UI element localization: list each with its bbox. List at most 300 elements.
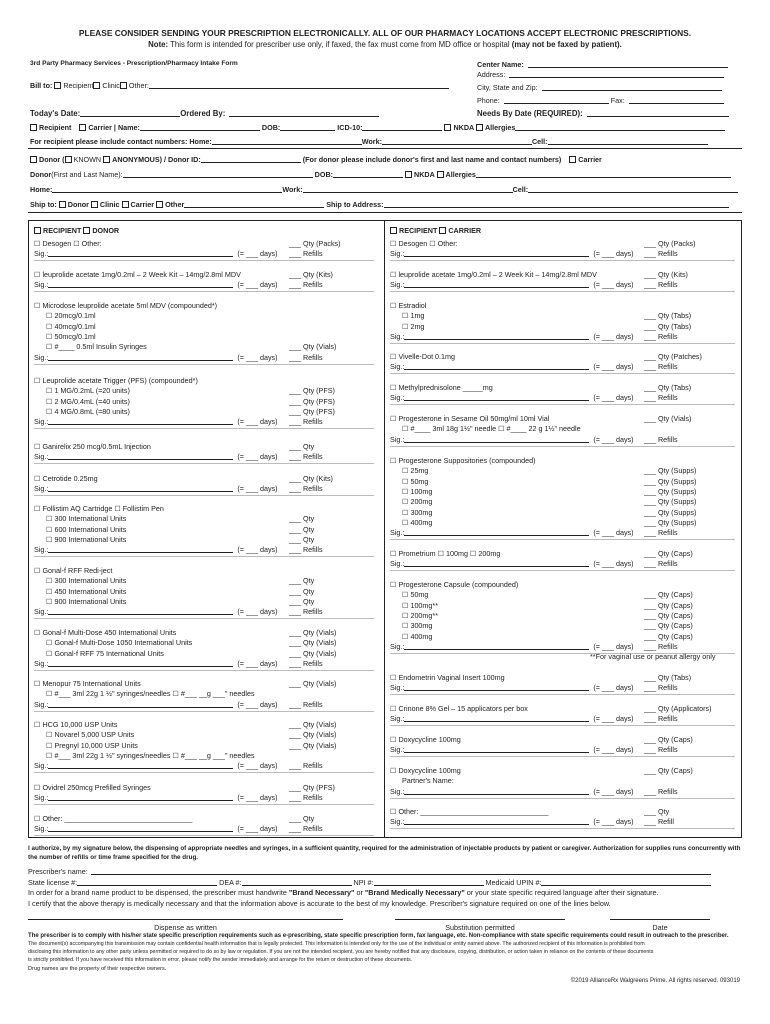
separator xyxy=(34,364,374,365)
left-item-2-line-2[interactable]: ☐ 40mcg/0.1ml xyxy=(46,321,96,331)
separator xyxy=(390,373,735,374)
sig-label: Sig.: xyxy=(390,786,405,796)
right-item-3-sig[interactable] xyxy=(390,363,634,370)
left-item-8-sig[interactable] xyxy=(34,660,278,667)
right-item-8-qty-1[interactable]: ___ Qty (Caps) xyxy=(644,590,693,600)
prescriber-name-field[interactable]: Prescriber's name: xyxy=(28,868,711,875)
home-row[interactable]: Home: Work: Cell: xyxy=(30,186,738,193)
sig-label: Sig.: xyxy=(390,641,405,651)
separator xyxy=(34,804,374,805)
right-item-6-line-4[interactable]: ☐ 200mg xyxy=(402,497,433,507)
left-item-9-line-0[interactable]: ☐ Menopur 75 International Units xyxy=(34,679,141,688)
left-recipient-checkbox[interactable] xyxy=(34,227,41,234)
sig-label: Sig.: xyxy=(34,452,49,462)
days-label: (= ___ days) xyxy=(593,745,634,755)
left-item-7-line-1[interactable]: ☐ 300 International Units xyxy=(46,576,127,586)
right-item-2-sig[interactable] xyxy=(390,333,634,340)
separator xyxy=(34,428,374,429)
note-bold: (may not be faxed by patient). xyxy=(511,40,622,49)
right-item-6-qty-6[interactable]: ___ Qty (Supps) xyxy=(644,517,697,527)
separator xyxy=(390,446,735,447)
left-item-6-qty-2[interactable]: ___ Qty xyxy=(289,524,315,534)
vaginal-note: **For vaginal use or peanut allergy only xyxy=(590,652,716,661)
right-item-5-qty-0[interactable]: ___ Qty (Vials) xyxy=(644,414,692,423)
left-item-8-line-0[interactable]: ☐ Gonal-f Multi-Dose 450 International Units xyxy=(34,628,177,637)
days-label: (= ___ days) xyxy=(237,417,278,427)
left-item-6-refills[interactable]: ___ Refills xyxy=(289,545,323,555)
header-line: PLEASE CONSIDER SENDING YOUR PRESCRIPTION ELECTRONICALLY. ALL OF OUR PHARMACY LOCATIONS ACCEPT ELECTRONIC PRESCRIPTIONS. xyxy=(78,28,692,38)
right-item-8-refills[interactable]: ___ Refills xyxy=(644,641,678,651)
right-item-0-line-0[interactable]: ☐ Desogen ☐ Other: xyxy=(390,239,458,248)
certify-text: I certify that the above therapy is medically necessary and that the information above is accurate to the best of my knowledge. Prescriber's signature required on one of the lines below. xyxy=(28,899,611,908)
donor-checkbox[interactable] xyxy=(30,156,37,163)
days-label: (= ___ days) xyxy=(237,699,278,709)
sig-label: Sig.: xyxy=(34,249,49,259)
left-item-2-line-4[interactable]: ☐ #____ 0.5ml Insulin Syringes xyxy=(46,342,147,352)
left-item-7-line-2[interactable]: ☐ 450 International Units xyxy=(46,586,127,596)
bill-to: Bill to: Recipient Clinic Other: xyxy=(30,82,449,89)
right-carrier-checkbox[interactable] xyxy=(439,227,446,234)
right-item-8-line-2[interactable]: ☐ 100mg** xyxy=(402,600,439,610)
left-item-10-qty-2[interactable]: ___ Qty (Vials) xyxy=(289,740,337,750)
left-item-5-refills[interactable]: ___ Refills xyxy=(289,484,323,494)
right-item-6-qty-4[interactable]: ___ Qty (Supps) xyxy=(644,497,697,507)
right-item-12-line-1[interactable]: Partner's Name: xyxy=(402,776,454,786)
right-item-9-sig[interactable] xyxy=(390,684,634,691)
right-item-6-line-6[interactable]: ☐ 400mg xyxy=(402,517,433,527)
separator xyxy=(390,570,735,571)
ship-donor-checkbox[interactable] xyxy=(59,201,66,208)
date-label: Date xyxy=(652,923,668,932)
left-item-6-qty-3[interactable]: ___ Qty xyxy=(289,534,315,544)
left-item-10-line-3[interactable]: ☐ #___ 3ml 22g 1 ½" syringes/needles ☐ #___ __g ___" needles xyxy=(46,750,255,760)
days-label: (= ___ days) xyxy=(593,362,634,372)
right-item-2-line-0[interactable]: ☐ Estradiol xyxy=(390,301,427,310)
known-checkbox[interactable] xyxy=(65,156,72,163)
days-label: (= ___ days) xyxy=(237,658,278,668)
left-item-2-sig[interactable] xyxy=(34,354,278,361)
recipient-checkbox[interactable] xyxy=(30,124,37,131)
substitution-label: Substitution permitted xyxy=(445,923,515,932)
anonymous-checkbox[interactable] xyxy=(103,156,110,163)
left-item-8-qty-2[interactable]: ___ Qty (Vials) xyxy=(289,648,337,658)
sig-label: Sig.: xyxy=(390,249,405,259)
left-item-7-qty-1[interactable]: ___ Qty xyxy=(289,576,315,586)
left-item-12-qty-0[interactable]: ___ Qty xyxy=(289,814,315,823)
sig-label: Sig.: xyxy=(34,417,49,427)
right-item-4-line-0[interactable]: ☐ Methylprednisolone _____mg xyxy=(390,383,493,392)
days-label: (= ___ days) xyxy=(237,824,278,834)
left-item-12-refills[interactable]: ___ Refills xyxy=(289,824,323,834)
separator xyxy=(390,539,735,540)
sig-label: Sig.: xyxy=(34,793,49,803)
left-item-7-line-3[interactable]: ☐ 900 International Units xyxy=(46,596,127,606)
right-item-1-sig[interactable] xyxy=(390,281,634,288)
note-text: This form is intended for prescriber use only, if faxed, the fax must come from MD office or hospital xyxy=(170,40,510,49)
sig-label: Sig.: xyxy=(34,658,49,668)
separator xyxy=(34,463,374,464)
todays-date-field[interactable]: Today's Date: Ordered By: xyxy=(30,110,379,118)
separator xyxy=(390,343,735,344)
left-item-7-line-0[interactable]: ☐ Gonal-f RFF Redi-ject xyxy=(34,566,113,575)
left-item-3-line-2[interactable]: ☐ 2 MG/0.4mL (=40 units) xyxy=(46,396,130,406)
carrier-checkbox[interactable] xyxy=(79,124,86,131)
contact-row[interactable]: For recipient please include contact numbers: Home: Work: Cell: xyxy=(30,138,708,145)
days-label: (= ___ days) xyxy=(593,786,634,796)
days-label: (= ___ days) xyxy=(237,249,278,259)
left-item-0-sig[interactable] xyxy=(34,250,278,257)
right-item-1-refills[interactable]: ___ Refills xyxy=(644,280,678,290)
left-item-9-refills[interactable]: ___ Refills xyxy=(289,699,323,709)
donor-nkda-checkbox[interactable] xyxy=(405,171,412,178)
signature-line-sub[interactable] xyxy=(395,919,565,920)
left-column-header: RECIPIENT DONOR xyxy=(34,227,119,234)
left-item-4-qty-0[interactable]: ___ Qty xyxy=(289,442,315,451)
left-item-3-line-1[interactable]: ☐ 1 MG/0.2mL (=20 units) xyxy=(46,386,130,396)
right-item-6-qty-2[interactable]: ___ Qty (Supps) xyxy=(644,476,697,486)
left-item-12-line-0[interactable]: ☐ Other: ________________________________ xyxy=(34,814,193,823)
left-item-9-sig[interactable] xyxy=(34,701,278,708)
ship-to-row: Ship to: Donor Clinic Carrier Other Ship to Address: xyxy=(30,201,729,208)
left-item-8-line-1[interactable]: ☐ Gonal-f Multi-Dose 1050 International Units xyxy=(46,638,193,648)
bill-other-checkbox[interactable] xyxy=(120,82,127,89)
right-item-4-qty-0[interactable]: ___ Qty (Tabs) xyxy=(644,383,692,392)
sig-label: Sig.: xyxy=(390,434,405,444)
right-item-7-refills[interactable]: ___ Refills xyxy=(644,559,678,569)
header-note xyxy=(0,41,770,49)
left-item-1-sig[interactable] xyxy=(34,281,278,288)
left-item-0-refills[interactable]: ___ Refills xyxy=(289,249,323,259)
sig-label: Sig.: xyxy=(390,393,405,403)
left-item-6-line-1[interactable]: ☐ 300 International Units xyxy=(46,514,127,524)
note-label: Note: xyxy=(148,40,169,49)
sig-label: Sig.: xyxy=(390,683,405,693)
right-item-5-line-0[interactable]: ☐ Progesterone in Sesame Oil 50mg/ml 10ml Vial xyxy=(390,414,550,423)
left-item-6-sig[interactable] xyxy=(34,546,278,553)
left-item-2-line-3[interactable]: ☐ 50mcg/0.1ml xyxy=(46,331,96,341)
address-field[interactable]: Address: xyxy=(477,71,724,78)
right-item-0-qty-0[interactable]: ___ Qty (Packs) xyxy=(644,239,696,248)
right-recipient-checkbox[interactable] xyxy=(390,227,397,234)
center-name-field[interactable]: Center Name: xyxy=(477,61,728,68)
left-item-5-line-0[interactable]: ☐ Cetrotide 0.25mg xyxy=(34,474,98,483)
left-item-3-line-3[interactable]: ☐ 4 MG/0.8mL (=80 units) xyxy=(46,406,130,416)
sig-label: Sig.: xyxy=(34,699,49,709)
right-item-13-refills[interactable]: ___ Refill xyxy=(644,817,674,827)
right-item-8-line-5[interactable]: ☐ 400mg xyxy=(402,631,433,641)
right-item-12-qty-0[interactable]: ___ Qty (Caps) xyxy=(644,766,693,775)
right-item-11-qty-0[interactable]: ___ Qty (Caps) xyxy=(644,735,693,744)
left-item-1-refills[interactable]: ___ Refills xyxy=(289,280,323,290)
left-item-6-line-2[interactable]: ☐ 600 International Units xyxy=(46,524,127,534)
days-label: (= ___ days) xyxy=(237,452,278,462)
days-label: (= ___ days) xyxy=(593,714,634,724)
left-item-8-qty-1[interactable]: ___ Qty (Vials) xyxy=(289,638,337,648)
sig-label: Sig.: xyxy=(34,352,49,362)
sig-label: Sig.: xyxy=(390,280,405,290)
separator xyxy=(34,495,374,496)
sig-label: Sig.: xyxy=(34,484,49,494)
left-item-7-qty-3[interactable]: ___ Qty xyxy=(289,596,315,606)
right-item-9-line-0[interactable]: ☐ Endometrin Vaginal Insert 100mg xyxy=(390,673,505,682)
sig-label: Sig.: xyxy=(390,559,405,569)
phone-field[interactable]: Phone: Fax: xyxy=(477,97,724,104)
right-item-0-sig[interactable] xyxy=(390,250,634,257)
form-title: 3rd Party Pharmacy Services - Prescription/Pharmacy Intake Form xyxy=(30,60,238,67)
right-item-6-sig[interactable] xyxy=(390,529,634,536)
right-item-12-line-0[interactable]: ☐ Doxycycline 100mg xyxy=(390,766,461,775)
days-label: (= ___ days) xyxy=(237,793,278,803)
right-item-11-sig[interactable] xyxy=(390,746,634,753)
separator xyxy=(34,670,374,671)
left-item-8-line-2[interactable]: ☐ Gonal-f RFF 75 International Units xyxy=(46,648,164,658)
right-item-6-line-5[interactable]: ☐ 300mg xyxy=(402,507,433,517)
days-label: (= ___ days) xyxy=(593,280,634,290)
left-item-7-qty-2[interactable]: ___ Qty xyxy=(289,586,315,596)
right-item-6-refills[interactable]: ___ Refills xyxy=(644,528,678,538)
right-item-8-qty-4[interactable]: ___ Qty (Caps) xyxy=(644,621,693,631)
donor-allergies-checkbox[interactable] xyxy=(437,171,444,178)
left-item-0-qty-0[interactable]: ___ Qty (Packs) xyxy=(289,239,341,248)
right-item-8-line-3[interactable]: ☐ 200mg** xyxy=(402,610,439,620)
days-label: (= ___ days) xyxy=(237,484,278,494)
left-item-3-sig[interactable] xyxy=(34,418,278,425)
right-item-5-line-1[interactable]: ☐ #____ 3ml 18g 1½" needle ☐ #____ 22 g 1½" needle xyxy=(402,424,581,434)
left-item-2-line-1[interactable]: ☐ 20mcg/0.1ml xyxy=(46,311,96,321)
right-item-13-qty-0[interactable]: ___ Qty xyxy=(644,807,670,816)
right-item-10-refills[interactable]: ___ Refills xyxy=(644,714,678,724)
separator xyxy=(390,260,735,261)
sig-label: Sig.: xyxy=(34,280,49,290)
right-item-8-qty-5[interactable]: ___ Qty (Caps) xyxy=(644,631,693,641)
right-item-6-line-1[interactable]: ☐ 25mg xyxy=(402,466,429,476)
days-label: (= ___ days) xyxy=(237,607,278,617)
compliance-text: The prescriber is to comply with his/her state specific prescription requirements such as e-prescribing, state specific prescription form, fax language, etc. Non-compliance with state specific requirements could result in outreach to the prescriber. xyxy=(28,933,729,939)
donor-name-row[interactable]: Donor(First and Last Name): DOB: NKDA Allergies xyxy=(30,171,731,178)
left-item-11-refills[interactable]: ___ Refills xyxy=(289,793,323,803)
left-item-5-qty-0[interactable]: ___ Qty (Kits) xyxy=(289,474,333,483)
bill-recipient-checkbox[interactable] xyxy=(54,82,61,89)
right-item-6-qty-3[interactable]: ___ Qty (Supps) xyxy=(644,486,697,496)
left-item-9-qty-0[interactable]: ___ Qty (Vials) xyxy=(289,679,337,688)
left-item-5-sig[interactable] xyxy=(34,485,278,492)
left-item-10-qty-1[interactable]: ___ Qty (Vials) xyxy=(289,730,337,740)
sig-label: Sig.: xyxy=(34,761,49,771)
left-item-11-line-0[interactable]: ☐ Ovidrel 250mcg Prefilled Syringes xyxy=(34,783,151,792)
days-label: (= ___ days) xyxy=(593,331,634,341)
right-item-2-line-1[interactable]: ☐ 1mg xyxy=(402,311,425,321)
left-item-2-line-0[interactable]: ☐ Microdose leuprolide acetate 5ml MDV (compounded*) xyxy=(34,301,218,310)
days-label: (= ___ days) xyxy=(593,249,634,259)
right-item-8-qty-3[interactable]: ___ Qty (Caps) xyxy=(644,610,693,620)
left-item-2-qty-4[interactable]: ___ Qty (Vials) xyxy=(289,342,337,352)
days-label: (= ___ days) xyxy=(237,352,278,362)
left-item-9-line-1[interactable]: ☐ #___ 3ml 22g 1 ½" syringes/needles ☐ #___ __g ___" needles xyxy=(46,689,255,699)
left-item-1-qty-0[interactable]: ___ Qty (Kits) xyxy=(289,270,333,279)
right-item-8-line-4[interactable]: ☐ 300mg xyxy=(402,621,433,631)
right-item-7-qty-0[interactable]: ___ Qty (Caps) xyxy=(644,549,693,558)
separator xyxy=(34,772,374,773)
right-item-10-sig[interactable] xyxy=(390,715,634,722)
allergies-checkbox[interactable] xyxy=(476,124,483,131)
recipient-row: Recipient Carrier | Name: DOB: ICD-10: NKDA Allergies xyxy=(30,124,725,131)
sig-label: Sig.: xyxy=(390,817,405,827)
nkda-checkbox[interactable] xyxy=(444,124,451,131)
right-item-10-line-0[interactable]: ☐ Crinone 8% Gel – 15 applicators per box xyxy=(390,704,528,713)
sig-label: Sig.: xyxy=(390,362,405,372)
separator xyxy=(390,291,735,292)
separator xyxy=(34,260,374,261)
left-item-11-qty-0[interactable]: ___ Qty (PFS) xyxy=(289,783,335,792)
right-item-3-qty-0[interactable]: ___ Qty (Patches) xyxy=(644,352,702,361)
days-label: (= ___ days) xyxy=(237,280,278,290)
right-item-13-line-0[interactable]: ☐ Other: ________________________________ xyxy=(390,807,549,816)
right-item-3-refills[interactable]: ___ Refills xyxy=(644,362,678,372)
ship-carrier-checkbox[interactable] xyxy=(122,201,129,208)
date-line[interactable] xyxy=(610,919,710,920)
left-item-6-qty-1[interactable]: ___ Qty xyxy=(289,514,315,524)
right-item-1-line-0[interactable]: ☐ leuprolide acetate 1mg/0.2ml – 2 Week Kit – 14mg/2.8ml MDV xyxy=(390,270,597,279)
right-item-6-line-3[interactable]: ☐ 100mg xyxy=(402,486,433,496)
sig-label: Sig.: xyxy=(390,714,405,724)
left-item-3-refills[interactable]: ___ Refills xyxy=(289,417,323,427)
left-item-10-refills[interactable]: ___ Refills xyxy=(289,761,323,771)
right-item-5-sig[interactable] xyxy=(390,436,634,443)
left-item-11-sig[interactable] xyxy=(34,794,278,801)
left-item-8-refills[interactable]: ___ Refills xyxy=(289,658,323,668)
left-item-3-qty-3[interactable]: ___ Qty (PFS) xyxy=(289,406,335,416)
separator xyxy=(390,756,735,757)
days-label: (= ___ days) xyxy=(593,559,634,569)
needs-by-field[interactable]: Needs By Date (REQUIRED): xyxy=(477,110,729,118)
right-item-4-refills[interactable]: ___ Refills xyxy=(644,393,678,403)
left-item-10-line-2[interactable]: ☐ Pregnyl 10,000 USP Units xyxy=(46,740,138,750)
separator xyxy=(390,404,735,405)
authorization-text: I authorize, by my signature below, the dispensing of appropriate needles and syringes, in a sufficient quantity, required for the administration of injectable products by patient or caregiver. Authorization for supplies runs concurrently with the number of refills or time frame specified for the drug. xyxy=(28,845,741,861)
separator xyxy=(34,556,374,557)
sig-label: Sig.: xyxy=(34,545,49,555)
right-item-8-line-0[interactable]: ☐ Progesterone Capsule (compounded) xyxy=(390,580,519,589)
left-item-10-sig[interactable] xyxy=(34,762,278,769)
left-item-4-sig[interactable] xyxy=(34,453,278,460)
days-label: (= ___ days) xyxy=(593,528,634,538)
donor-row: Donor ( KNOWN ANONYMOUS) / Donor ID: (For donor please include donor's first and last name and contact numbers) Carrier xyxy=(30,156,602,163)
right-item-6-qty-1[interactable]: ___ Qty (Supps) xyxy=(644,466,697,476)
sig-label: Sig.: xyxy=(34,824,49,834)
left-item-8-qty-0[interactable]: ___ Qty (Vials) xyxy=(289,628,337,637)
right-item-5-refills[interactable]: ___ Refills xyxy=(644,434,678,444)
left-donor-checkbox[interactable] xyxy=(83,227,90,234)
donor-carrier-checkbox[interactable] xyxy=(569,156,576,163)
left-item-3-line-0[interactable]: ☐ Leuprolide acetate Trigger (PFS) (compounded*) xyxy=(34,376,198,385)
separator xyxy=(34,835,374,836)
confidential-line-1: The document(s) accompanying this transmission may contain confidential health information that is legally protected. This information is intended only for the use of the individual or entity named above. The authorized recipient of this information is prohibited from xyxy=(28,941,645,947)
right-item-6-line-2[interactable]: ☐ 50mg xyxy=(402,476,429,486)
right-item-10-qty-0[interactable]: ___ Qty (Applicators) xyxy=(644,704,712,713)
right-item-0-refills[interactable]: ___ Refills xyxy=(644,249,678,259)
right-item-2-qty-1[interactable]: ___ Qty (Tabs) xyxy=(644,311,692,321)
right-item-8-sig[interactable] xyxy=(390,643,634,650)
days-label: (= ___ days) xyxy=(593,683,634,693)
right-item-2-line-2[interactable]: ☐ 2mg xyxy=(402,321,425,331)
right-item-6-line-0[interactable]: ☐ Progesterone Suppositories (compounded) xyxy=(390,456,536,465)
sig-label: Sig.: xyxy=(390,528,405,538)
left-item-4-refills[interactable]: ___ Refills xyxy=(289,452,323,462)
right-item-7-sig[interactable] xyxy=(390,560,634,567)
right-item-3-line-0[interactable]: ☐ Vivelle-Dot 0.1mg xyxy=(390,352,456,361)
days-label: (= ___ days) xyxy=(237,761,278,771)
separator xyxy=(34,618,374,619)
left-item-4-line-0[interactable]: ☐ Ganirelix 250 mcg/0.5mL Injection xyxy=(34,442,151,451)
bill-other-field[interactable] xyxy=(149,82,449,89)
days-label: (= ___ days) xyxy=(593,393,634,403)
right-item-9-qty-0[interactable]: ___ Qty (Tabs) xyxy=(644,673,692,682)
confidential-line-3: is strictly prohibited. If you have received this information in error, please notify the sender immediately and arrange for the return or destruction of these documents. xyxy=(28,957,413,963)
confidential-line-2: disclosing this information to any other party unless permitted or required to do so by law or regulation. If you are not the intended recipient, you are hereby notified that any disclosure, copying, distribution, or action taken in reliance on the contents of these documents xyxy=(28,949,654,955)
right-column-header: RECIPIENT CARRIER xyxy=(390,227,481,234)
left-item-6-line-0[interactable]: ☐ Follistim AQ Cartridge ☐ Follistim Pen xyxy=(34,504,164,513)
left-item-10-line-1[interactable]: ☐ Novarel 5,000 USP Units xyxy=(46,730,135,740)
left-item-0-line-0[interactable]: ☐ Desogen ☐ Other: xyxy=(34,239,102,248)
dispense-label: Dispense as written xyxy=(154,923,217,932)
left-item-7-refills[interactable]: ___ Refills xyxy=(289,607,323,617)
left-item-3-qty-1[interactable]: ___ Qty (PFS) xyxy=(289,386,335,396)
separator xyxy=(390,725,735,726)
signature-line-daw[interactable] xyxy=(28,919,343,920)
ship-other-checkbox[interactable] xyxy=(156,201,163,208)
right-item-11-line-0[interactable]: ☐ Doxycycline 100mg xyxy=(390,735,461,744)
copyright: ©2019 AllianceRx Walgreens Prime. All rights reserved. 093019 xyxy=(570,978,740,984)
left-item-12-sig[interactable] xyxy=(34,825,278,832)
right-item-9-refills[interactable]: ___ Refills xyxy=(644,683,678,693)
left-item-2-refills[interactable]: ___ Refills xyxy=(289,352,323,362)
separator xyxy=(34,291,374,292)
right-item-13-sig[interactable] xyxy=(390,818,634,825)
sig-label: Sig.: xyxy=(390,745,405,755)
brand-text: In order for a brand name product to be dispensed, the prescriber must handwrite "Brand Necessary" or "Brand Medically Necessary" or your state specific required language after their signature. xyxy=(28,888,659,897)
separator xyxy=(390,798,735,799)
trademark-text: Drug names are the property of their respective owners. xyxy=(28,966,167,972)
city-field[interactable]: City, State and Zip: xyxy=(477,84,722,91)
left-item-6-line-3[interactable]: ☐ 900 International Units xyxy=(46,534,127,544)
left-item-10-line-0[interactable]: ☐ HCG 10,000 USP Units xyxy=(34,720,118,729)
left-item-3-qty-2[interactable]: ___ Qty (PFS) xyxy=(289,396,335,406)
ship-clinic-checkbox[interactable] xyxy=(91,201,98,208)
left-item-7-sig[interactable] xyxy=(34,608,278,615)
right-item-11-refills[interactable]: ___ Refills xyxy=(644,745,678,755)
right-item-2-refills[interactable]: ___ Refills xyxy=(644,331,678,341)
license-row[interactable]: State license #: DEA #: NPI #: Medicaid UPIN #: xyxy=(28,879,711,886)
separator xyxy=(390,694,735,695)
column-divider xyxy=(384,220,385,838)
days-label: (= ___ days) xyxy=(593,641,634,651)
days-label: (= ___ days) xyxy=(593,434,634,444)
left-item-10-qty-0[interactable]: ___ Qty (Vials) xyxy=(289,720,337,729)
bill-clinic-checkbox[interactable] xyxy=(93,82,100,89)
right-item-12-sig[interactable] xyxy=(390,788,634,795)
right-item-8-qty-2[interactable]: ___ Qty (Caps) xyxy=(644,600,693,610)
right-item-12-refills[interactable]: ___ Refills xyxy=(644,786,678,796)
right-item-1-qty-0[interactable]: ___ Qty (Kits) xyxy=(644,270,688,279)
right-item-7-line-0[interactable]: ☐ Prometrium ☐ 100mg ☐ 200mg xyxy=(390,549,501,558)
right-item-4-sig[interactable] xyxy=(390,394,634,401)
right-item-6-qty-5[interactable]: ___ Qty (Supps) xyxy=(644,507,697,517)
right-item-2-qty-2[interactable]: ___ Qty (Tabs) xyxy=(644,321,692,331)
left-item-1-line-0[interactable]: ☐ leuprolide acetate 1mg/0.2ml – 2 Week Kit – 14mg/2.8ml MDV xyxy=(34,270,241,279)
separator xyxy=(34,711,374,712)
right-item-8-line-1[interactable]: ☐ 50mg xyxy=(402,590,429,600)
days-label: (= ___ days) xyxy=(237,545,278,555)
